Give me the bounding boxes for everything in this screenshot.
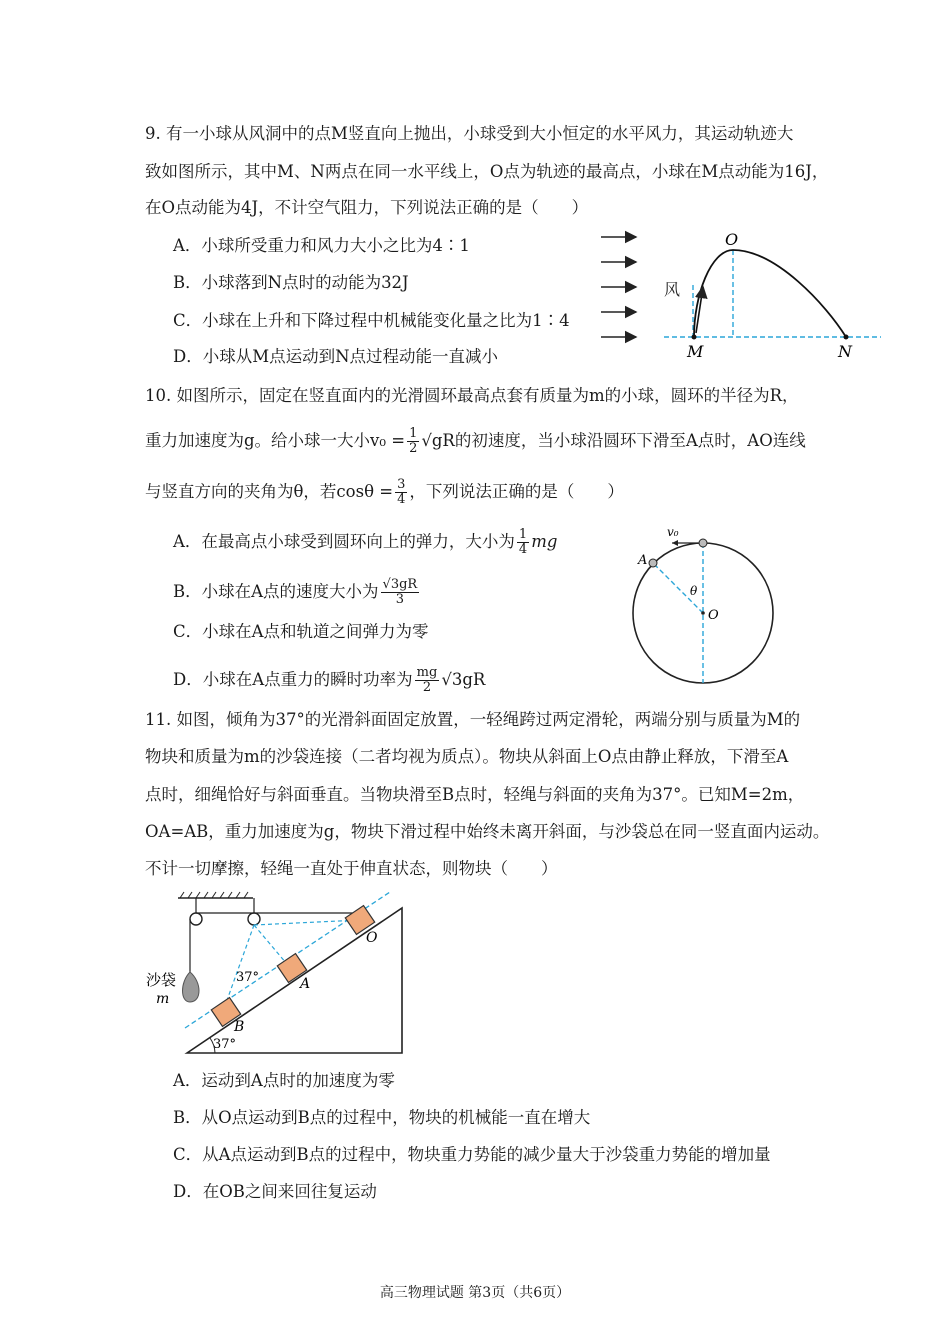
q10-option-c: C．小球在A点和轨道之间弹力为零 (173, 622, 429, 641)
label-o: O (725, 230, 739, 249)
q9-trajectory-figure (596, 225, 886, 365)
q9-option-a: A．小球所受重力和风力大小之比为4∶1 (173, 236, 470, 255)
pulley-right (248, 913, 260, 925)
label-bag: 沙袋 (146, 971, 177, 989)
wind-arrows (601, 237, 636, 337)
label-m-small: m (156, 991, 170, 1007)
q10-ring-figure (620, 520, 790, 685)
q10-option-d: D．小球在A点重力的瞬时功率为 $\frac{mg}{2}$ √3gR (173, 665, 486, 695)
ball-top (699, 539, 707, 547)
q9-option-b: B．小球落到N点时的动能为32J (173, 273, 409, 292)
center-o (701, 611, 705, 615)
page-footer: 高三物理试题 第3页（共6页） (379, 1285, 571, 1301)
q9-option-d: D．小球从M点运动到N点过程动能一直减小 (173, 347, 499, 366)
q11-line5: 不计一切摩擦，轻绳一直处于伸直状态，则物块（ ） (145, 859, 558, 878)
q11-option-b: B．从O点运动到B点的过程中，物块的机械能一直在增大 (173, 1108, 591, 1127)
q11-option-c: C．从A点运动到B点的过程中，物块重力势能的减少量大于沙袋重力势能的增加量 (173, 1145, 771, 1164)
q11-option-a: A．运动到A点时的加速度为零 (173, 1071, 395, 1090)
q11-line1: 11. 如图，倾角为37°的光滑斜面固定放置，一轻绳跨过两定滑轮，两端分别与质量为M的 (145, 710, 801, 729)
q11-option-d: D．在OB之间来回往复运动 (173, 1182, 377, 1201)
wind-label: 风 (664, 280, 681, 299)
q9-line1: 9. 有一小球从风洞中的点M竖直向上抛出，小球受到大小恒定的水平风力，其运动轨迹大 (145, 124, 794, 143)
label-v0: v₀ (667, 525, 679, 539)
q11-line2: 物块和质量为m的沙袋连接（二者均视为质点）。物块从斜面上O点由静止释放，下滑至A (145, 747, 789, 766)
label-a: A (300, 976, 311, 992)
label-m: M (687, 342, 704, 361)
q9-line3: 在O点动能为4J，不计空气阻力，下列说法正确的是（ ） (145, 198, 589, 217)
q10-option-b: B．小球在A点的速度大小为 $\frac{√3gR}{3}$ (173, 577, 418, 607)
q11-incline-figure (140, 890, 415, 1060)
label-o: O (366, 930, 378, 946)
q10-line3: 与竖直方向的夹角为θ，若cosθ = $\frac{3}{4}$ ，下列说法正确的是（ ） (145, 477, 624, 507)
q10-line1: 10. 如图所示，固定在竖直面内的光滑圆环最高点套有质量为m的小球，圆环的半径为R， (145, 386, 799, 405)
q11-line3: 点时，细绳恰好与斜面垂直。当物块滑至B点时，轻绳与斜面的夹角为37°。已知M=2m， (145, 785, 805, 804)
label-o: O (708, 608, 719, 623)
sand-bag (183, 972, 200, 1002)
rope-to-o (254, 920, 360, 925)
label-angle-top: 37° (236, 970, 260, 985)
q10-line2: 重力加速度为g。给小球一大小v₀ = $\frac{1}{2}$ √gR的初速度，当小球沿圆环下滑至A点时，AO连线 (145, 426, 806, 456)
label-angle-bottom: 37° (213, 1037, 237, 1052)
q9-line2: 致如图所示，其中M、N两点在同一水平线上，O点为轨迹的最高点，小球在M点动能为16J， (145, 162, 829, 181)
q10-option-a: A．在最高点小球受到圆环向上的弹力，大小为 $\frac{1}{4}$ mg (173, 527, 558, 557)
q9-option-c: C．小球在上升和下降过程中机械能变化量之比为1∶4 (173, 311, 570, 330)
point-n (844, 335, 849, 340)
trajectory-curve (694, 250, 846, 337)
q11-line4: OA=AB，重力加速度为g，物块下滑过程中始终未离开斜面，与沙袋总在同一竖直面内运动。 (145, 822, 830, 841)
v0-arrowhead (672, 540, 678, 546)
pulley-left (190, 913, 202, 925)
label-n: N (838, 342, 852, 361)
label-b: B (234, 1019, 245, 1035)
ball-a (649, 559, 657, 567)
label-a: A (638, 553, 648, 568)
label-theta: θ (690, 584, 698, 598)
point-m (692, 335, 697, 340)
